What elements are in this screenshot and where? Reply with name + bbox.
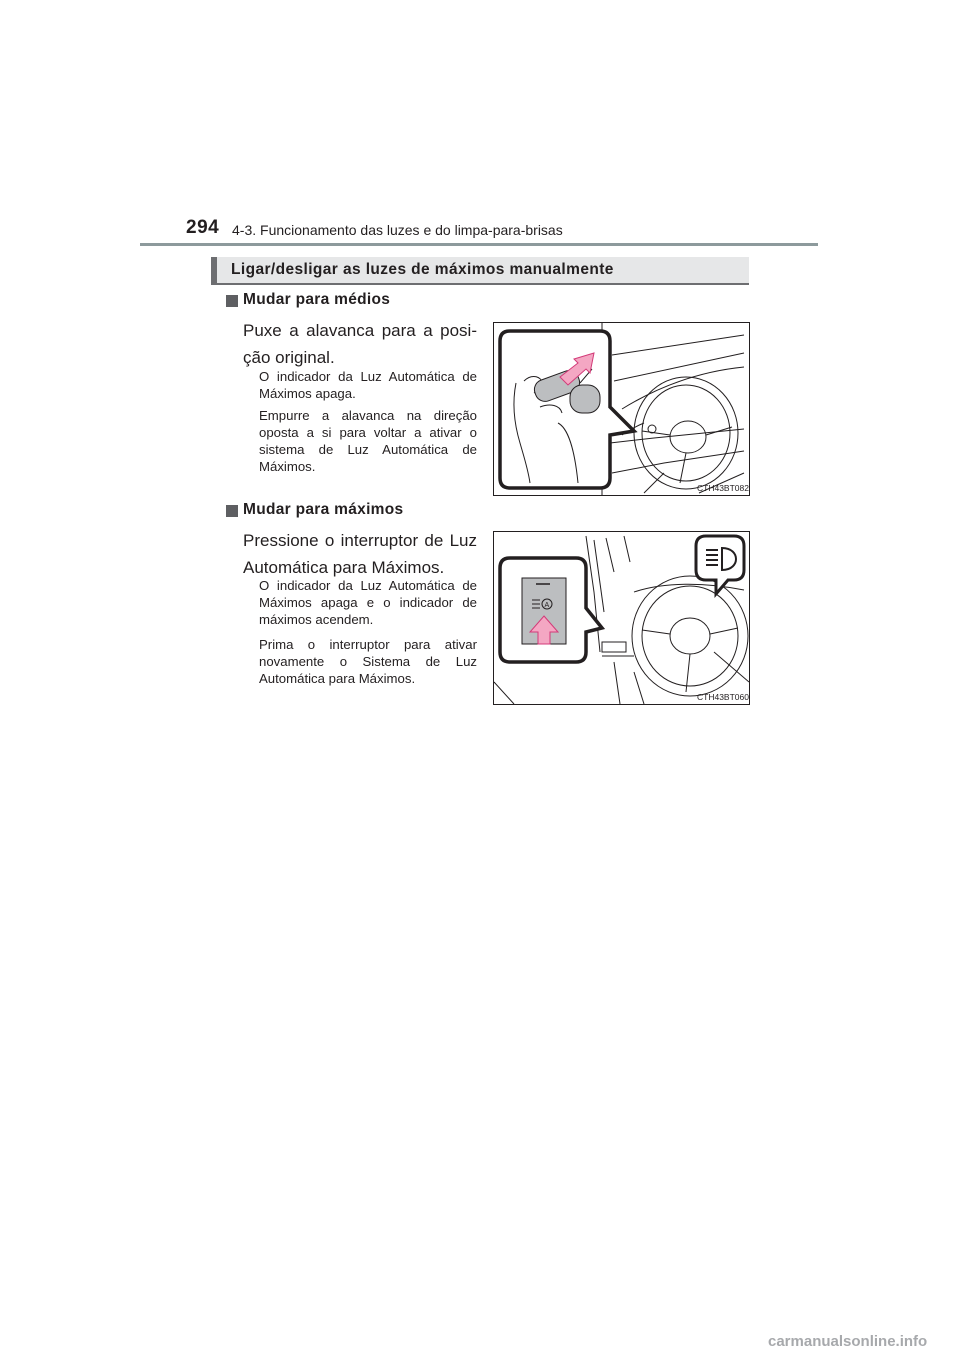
item-note-high-beam-2: Prima o interruptor para ativar novamente o Sistema de Luz Automática para Máximos. [259, 637, 477, 686]
watermark: carmanualsonline.info [768, 1333, 928, 1350]
item-instruction-high-beam: Pressione o interruptor de Luz Automática para Máximos. [243, 531, 477, 577]
running-header: 4-3. Funcionamento das luzes e do limpa-para-brisas [232, 222, 563, 238]
section-heading-underline [211, 283, 749, 285]
figure-code-2: CTH43BT060 [697, 692, 749, 702]
item-heading-low-beam: Mudar para médios [243, 291, 391, 308]
lever-pull-illustration [494, 323, 749, 495]
item-instruction-low-beam: Puxe a alavanca para a posi-ção original. [243, 321, 477, 367]
svg-text:A: A [544, 602, 550, 609]
figure-lever-pull [493, 322, 750, 496]
indicator-callout-shape [696, 536, 744, 594]
item-note-low-beam-2: Empurre a alavanca na direção oposta a si para voltar a ativar o sistema de Luz Automática de Máximos. [259, 408, 477, 474]
item-note-high-beam-1: O indicador da Luz Automática de Máximos apaga e o indicador de máximos acendem. [259, 578, 477, 627]
section-heading-bar [211, 257, 749, 284]
figure-switch-press [493, 531, 750, 705]
figure-code-1: CTH43BT082 [697, 483, 749, 493]
switch-press-illustration [494, 532, 749, 704]
page-number: 294 [186, 217, 220, 238]
bullet-square-icon [226, 295, 238, 307]
header-rule [140, 243, 818, 246]
item-note-low-beam-1: O indicador da Luz Automática de Máximos apaga. [259, 369, 477, 401]
bullet-square-icon [226, 505, 238, 517]
item-heading-high-beam: Mudar para máximos [243, 501, 404, 518]
section-title: Ligar/desligar as luzes de máximos manualmente [231, 261, 614, 278]
